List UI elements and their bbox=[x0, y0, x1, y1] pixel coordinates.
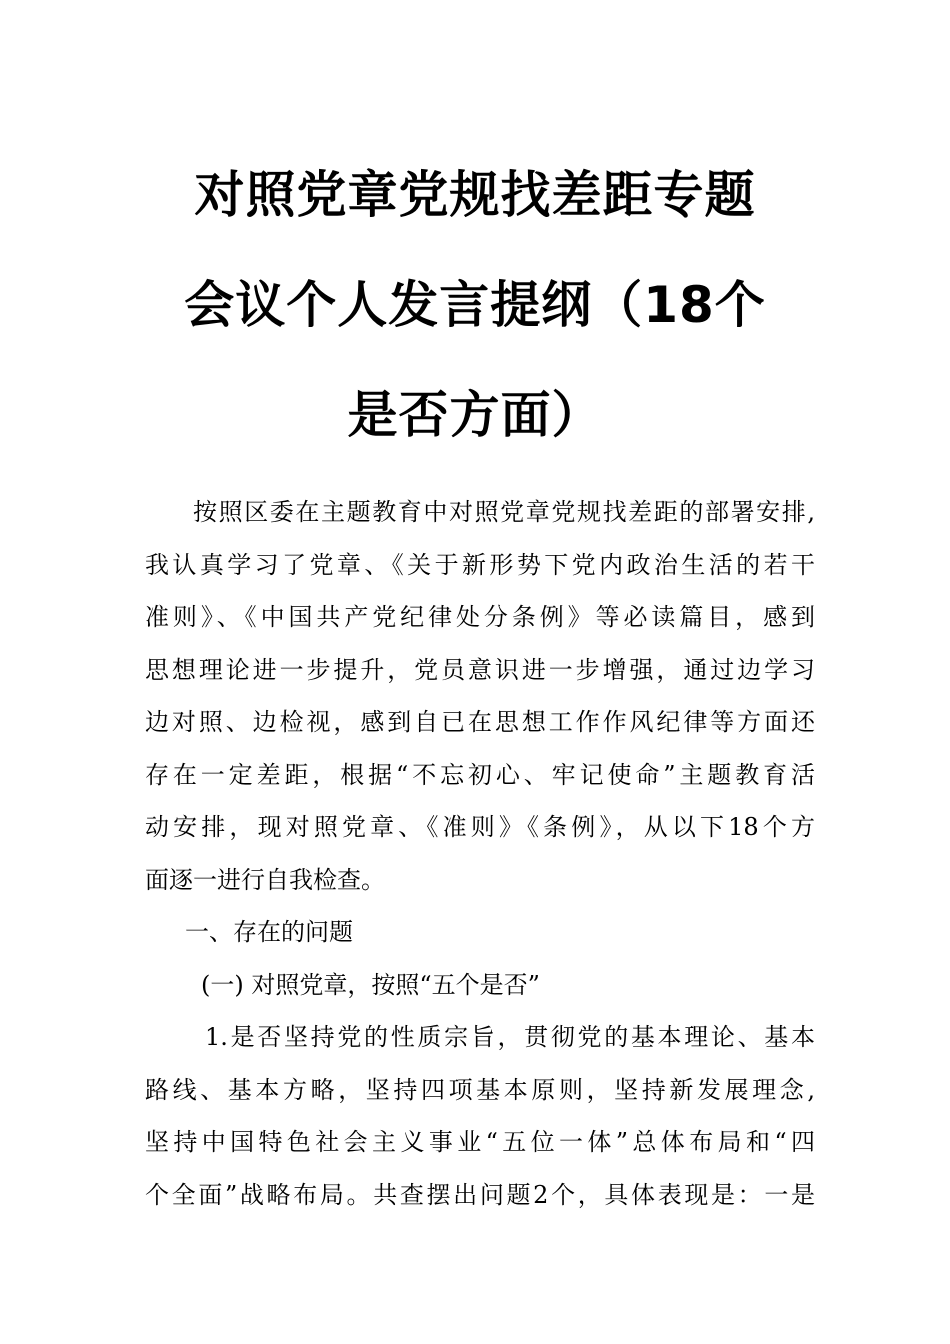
title-line-2: 会议个人发言提纲（18个 bbox=[184, 276, 766, 334]
item-line: 1.是否坚持党的性质宗旨，贯彻党的基本理论、基本 bbox=[205, 1023, 815, 1051]
intro-line: 面逐一进行自我检查。 bbox=[145, 865, 385, 894]
intro-line: 我认真学习了党章、《关于新形势下党内政治生活的若干 bbox=[145, 550, 815, 579]
intro-line: 存在一定差距，根据“不忘初心、牢记使命”主题教育活 bbox=[145, 760, 815, 789]
intro-line: 思想理论进一步提升，党员意识进一步增强，通过边学习 bbox=[145, 655, 815, 684]
intro-line: 边对照、边检视，感到自已在思想工作作风纪律等方面还 bbox=[145, 708, 815, 736]
intro-line: 按照区委在主题教育中对照党章党规找差距的部署安排, bbox=[193, 498, 815, 526]
document-title bbox=[140, 140, 810, 470]
item-line: 个全面”战略布局。共查摆出问题2个，具体表现是：一是 bbox=[145, 1180, 815, 1209]
title-line-3: 是否方面） bbox=[347, 386, 603, 444]
item-line: 路线、基本方略，坚持四项基本原则，坚持新发展理念, bbox=[145, 1075, 815, 1104]
item-line: 坚持中国特色社会主义事业“五位一体”总体布局和“四 bbox=[145, 1128, 815, 1156]
document-body bbox=[145, 486, 815, 1221]
intro-line: 准则》、《中国共产党纪律处分条例》等必读篇目，感到 bbox=[145, 603, 815, 631]
title-line-1: 对照党章党规找差距专题 bbox=[194, 166, 756, 224]
intro-line: 动安排，现对照党章、《准则》《条例》，从以下18个方 bbox=[145, 813, 815, 841]
subsection-heading: (一) 对照党章，按照“五个是否” bbox=[201, 970, 540, 999]
section-heading: 一、存在的问题 bbox=[185, 918, 353, 946]
